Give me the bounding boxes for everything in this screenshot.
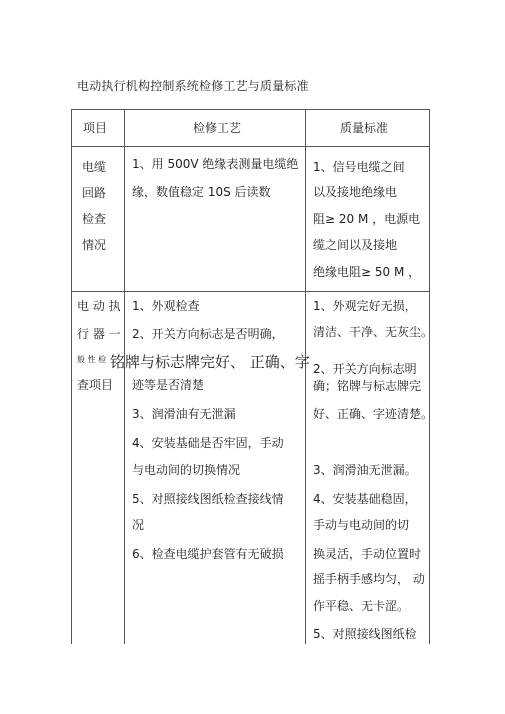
row2-process-line: 2、开关方向标志是否明确， xyxy=(132,327,284,341)
row2-process-line: 1、外观检查 xyxy=(132,299,200,313)
row2-process-line: 迹等是否清楚 xyxy=(132,378,205,392)
row1-standard-line: 缆之间以及接地 xyxy=(313,238,398,252)
row1-item-line: 回路 xyxy=(82,186,107,200)
row2-item-line: 般 性 检 xyxy=(77,355,107,364)
row2-process-line: 6、检查电缆护套管有无破损 xyxy=(132,547,284,561)
row1-standard-line: 1、信号电缆之间 xyxy=(313,160,405,174)
row2-process-line: 5、对照接线图纸检查接线情 xyxy=(132,492,284,506)
row2-process-line: 铭牌与标志牌完好、 正确、字 xyxy=(110,353,310,371)
row1-standard-line: 绝缘电阻≥ 50 M ， xyxy=(313,265,421,279)
row2-standard-line: 清洁、干净、无灰尘。 xyxy=(313,325,434,339)
row1-process-line: 1、用 500V 绝缘表测量电缆绝 xyxy=(132,157,299,171)
row2-standard-line: 好、正确、字迹清楚。 xyxy=(313,407,434,421)
row1-standard-line: 阻≥ 20 M ，电源电 xyxy=(313,212,421,226)
row1-standard-line: 以及接地绝缘电 xyxy=(313,185,398,199)
row2-standard-line: 1、外观完好无损， xyxy=(313,299,417,313)
row2-standard-line: 作平稳、无卡涩。 xyxy=(313,599,410,613)
row2-standard-line: 3、润滑油无泄漏。 xyxy=(313,463,417,477)
column-divider-2 xyxy=(305,110,306,644)
row2-item-line: 行 器 一 xyxy=(77,327,121,341)
row2-process-line: 4、安装基础是否牢固，手动 xyxy=(132,436,284,450)
row2-standard-line: 确；铭牌与标志牌完 xyxy=(313,379,422,393)
row1-process-line: 缘，数值稳定 10S 后读数 xyxy=(132,185,271,199)
document-title: 电动执行机构控制系统检修工艺与质量标准 xyxy=(77,79,309,93)
row2-standard-line: 2、开关方向标志明 xyxy=(313,362,417,376)
row2-process-line: 与电动间的切换情况 xyxy=(132,463,241,477)
row-divider xyxy=(72,291,429,292)
row1-item-line: 检查 xyxy=(82,212,107,226)
row2-item-line: 查项目 xyxy=(77,378,114,392)
row1-item-line: 电缆 xyxy=(82,160,107,174)
row2-process-line: 况 xyxy=(132,518,145,532)
header-item: 项目 xyxy=(83,121,108,135)
row2-standard-line: 5、对照接线图纸检 xyxy=(313,627,417,641)
header-standard: 质量标准 xyxy=(340,121,389,135)
header-divider xyxy=(72,146,429,147)
row2-standard-line: 换灵活，手动位置时 xyxy=(313,547,422,561)
row2-standard-line: 摇手柄手感均匀， 动 xyxy=(313,572,425,586)
inspection-table xyxy=(71,109,434,644)
row1-item-line: 情况 xyxy=(82,238,107,252)
row2-standard-line: 4、安装基础稳固， xyxy=(313,492,417,506)
header-process: 检修工艺 xyxy=(193,121,242,135)
row2-standard-line: 手动与电动间的切 xyxy=(313,518,410,532)
column-divider-1 xyxy=(124,110,125,644)
row2-process-line: 3、润滑油有无泄漏 xyxy=(132,407,236,421)
row2-item-line: 电 动 执 xyxy=(77,299,121,313)
